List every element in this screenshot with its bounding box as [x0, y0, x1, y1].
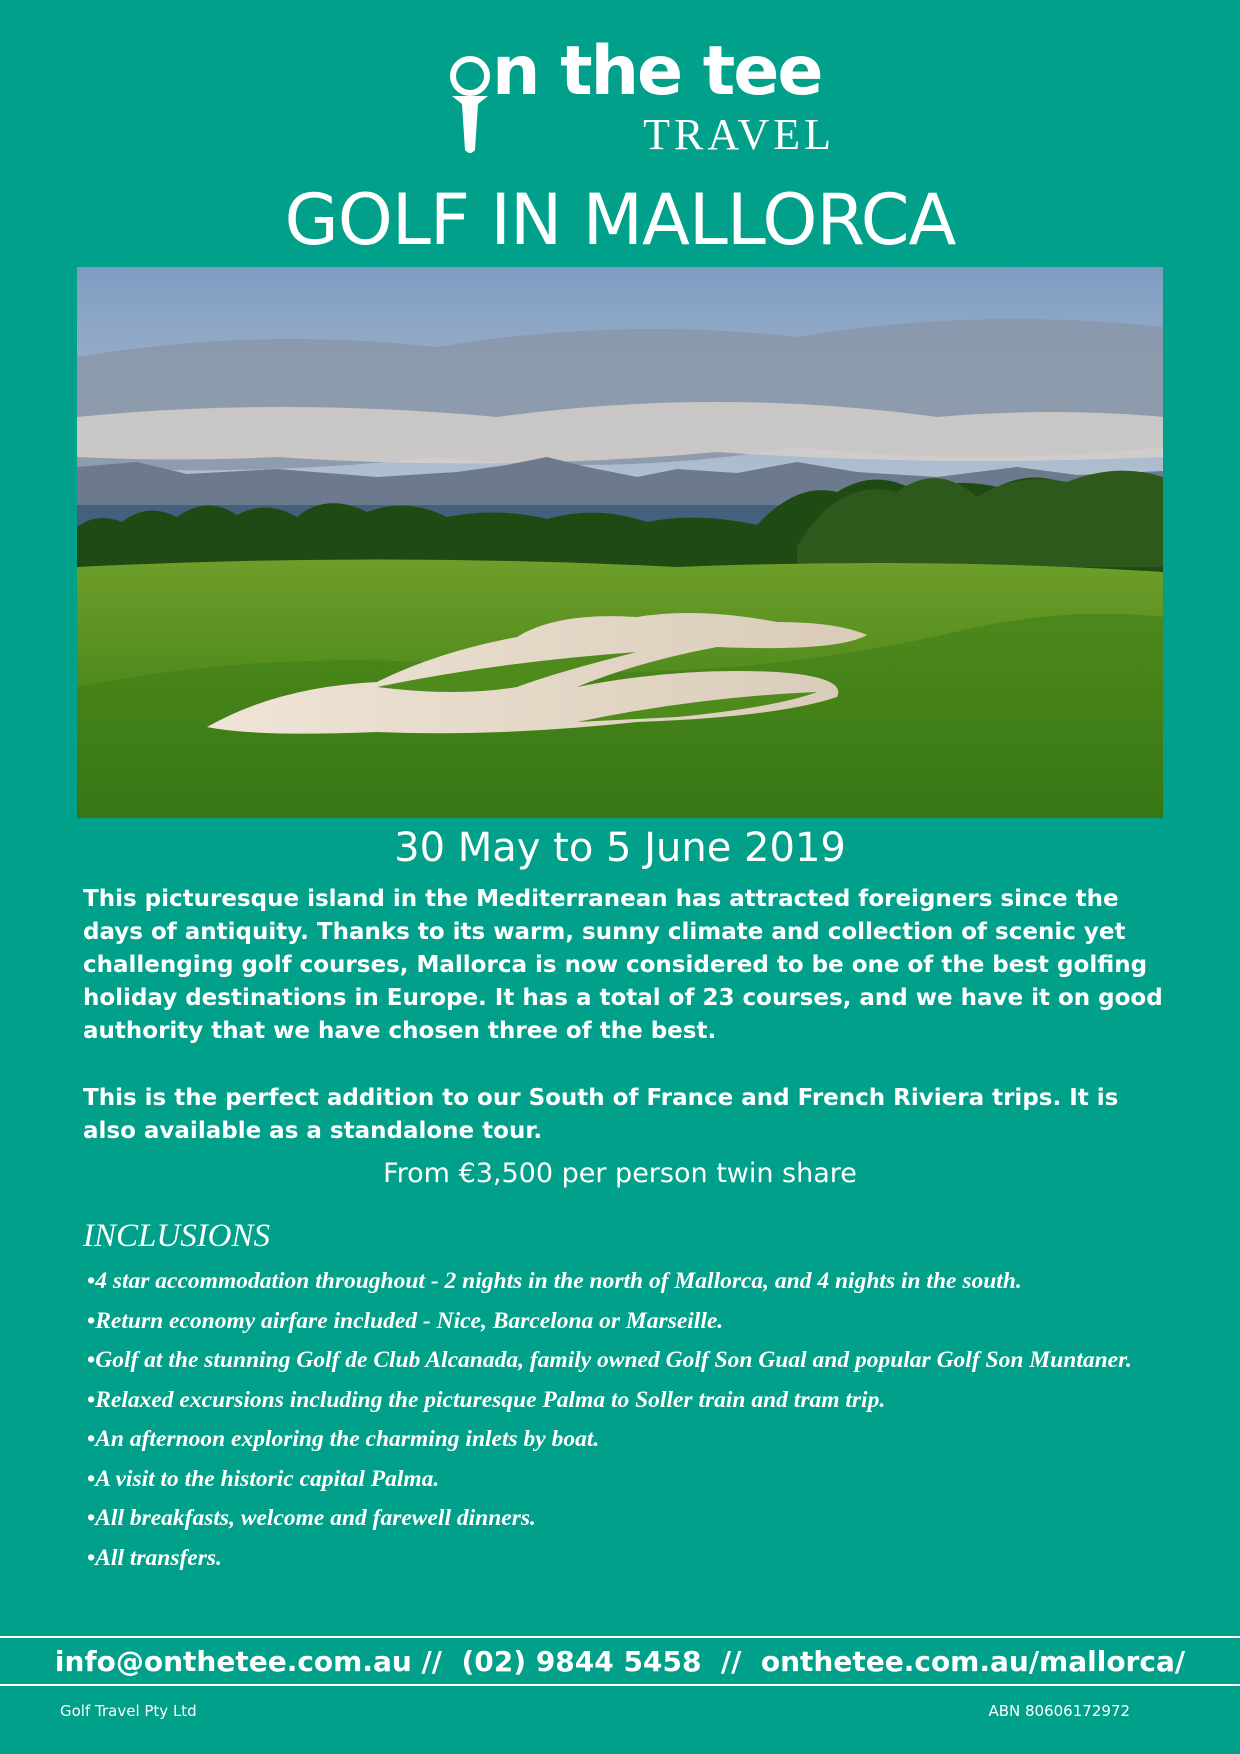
bullet: • [87, 1268, 96, 1294]
list-item [87, 1341, 1147, 1381]
bullet: • [87, 1426, 96, 1452]
bullet: • [87, 1505, 96, 1531]
inclusion-text: All transfers. [95, 1544, 222, 1571]
list-item [87, 1420, 1147, 1460]
bullet: • [87, 1307, 96, 1334]
inclusion-text: Return economy airfare included - Nice, Barcelona or Marseille. [95, 1307, 724, 1334]
bullet: • [87, 1386, 96, 1413]
inclusion-text: Golf at the stunning Golf de Club Alcanada, family owned Golf Son Gual and popular Golf Son Muntaner. [95, 1347, 1132, 1373]
list-item [87, 1302, 1147, 1342]
golf-course-photo [77, 267, 1163, 818]
list-item [87, 1499, 1147, 1539]
list-item [87, 1460, 1147, 1500]
inclusion-text: A visit to the historic capital Palma. [95, 1465, 440, 1492]
divider [0, 1636, 1240, 1638]
page-title: GOLF IN MALLORCA [284, 179, 956, 261]
bullet: • [87, 1347, 96, 1373]
brand-logo [448, 32, 843, 160]
inclusions-heading: INCLUSIONS [83, 1218, 271, 1254]
intro-paragraph: This picturesque island in the Mediterranean has attracted foreigners since the days of antiquity. Thanks to its warm, sunny climate and collection of scenic yet challenging golf courses, Mallorca is now considered to be one of the best golfing holiday destinations in Europe. It has a total of 23 courses, and we have it on good authority that we have chosen three of the best. [83, 886, 1163, 1044]
bullet: • [87, 1465, 96, 1492]
inclusion-text: All breakfasts, welcome and farewell dinners. [95, 1505, 536, 1531]
inclusion-text: 4 star accommodation throughout - 2 nights in the north of Mallorca, and 4 nights in the south. [95, 1268, 1022, 1294]
list-item [87, 1262, 1147, 1302]
inclusions-list [87, 1262, 1147, 1578]
logo-wordmark: n the tee [492, 32, 822, 111]
trip-dates: 30 May to 5 June 2019 [394, 825, 846, 871]
contact-line[interactable]: info@onthetee.com.au // (02) 9844 5458 // onthetee.com.au/mallorca/ [54, 1645, 1186, 1678]
golf-tee-icon [448, 54, 492, 154]
bullet: • [87, 1544, 96, 1571]
logo-subtitle: TRAVEL [643, 110, 835, 159]
list-item [87, 1539, 1147, 1579]
inclusion-text: An afternoon exploring the charming inlets by boat. [95, 1426, 600, 1452]
abn-number: ABN 80606172972 [988, 1702, 1130, 1720]
inclusion-text: Relaxed excursions including the picturesque Palma to Soller train and tram trip. [95, 1386, 886, 1413]
divider [0, 1684, 1240, 1686]
intro-paragraph: This is the perfect addition to our South of France and French Riviera trips. It is also available as a standalone tour. [83, 1085, 1119, 1144]
price: From €3,500 per person twin share [383, 1158, 857, 1189]
company-name: Golf Travel Pty Ltd [60, 1702, 197, 1720]
list-item [87, 1381, 1147, 1421]
